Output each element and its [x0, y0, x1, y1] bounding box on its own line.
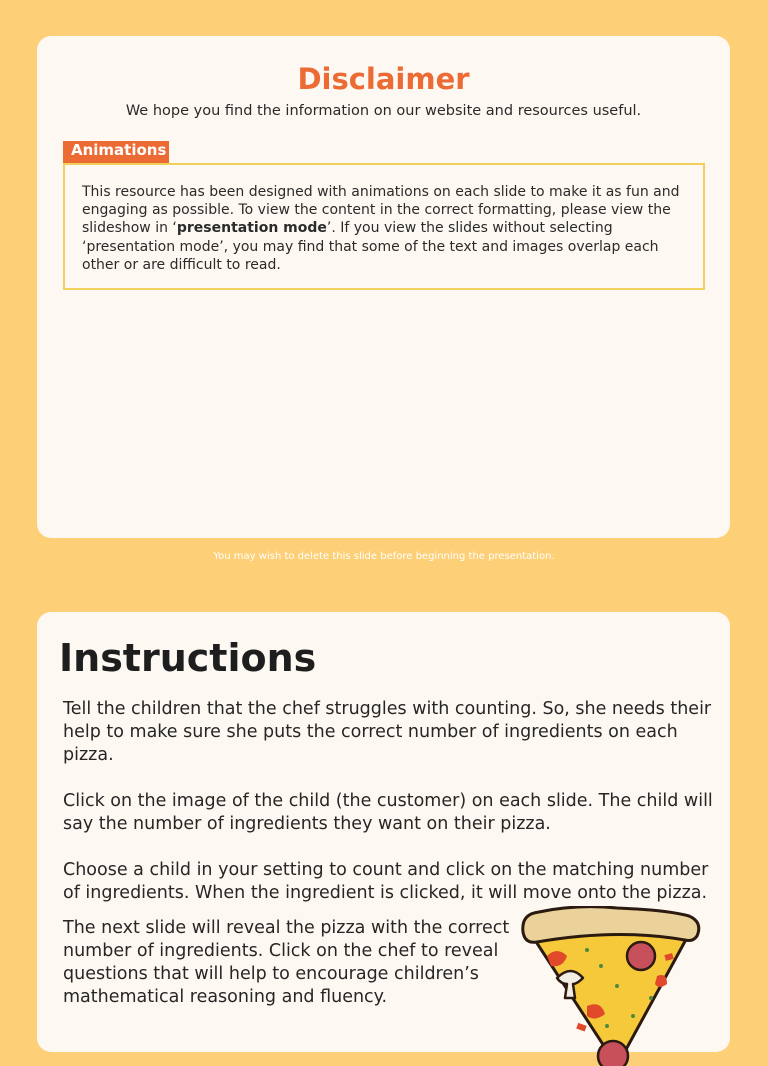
animations-info-box: [63, 163, 705, 290]
disclaimer-title: Disclaimer: [297, 62, 470, 96]
instruction-paragraph-1: Tell the children that the chef struggles with counting. So, she needs their help to make sure she puts the correct number of ingredients on each pizza.: [63, 699, 712, 765]
instructions-card: [37, 612, 730, 1052]
presentation-mode-text: presentation mode: [176, 220, 327, 237]
animations-text-2: ’. If you view the slides without selecting ‘presentation mode’, you may find that some of the text and images overlap each other or are difficult to read.: [82, 220, 659, 273]
pizza-slice-icon: [517, 906, 703, 1066]
instruction-paragraph-2: Click on the image of the child (the customer) on each slide. The child will say the number of ingredients they want on their pizza.: [63, 791, 713, 834]
animations-text-1: This resource has been designed with animations on each slide to make it as fun and engaging as possible. To view the content in the correct formatting, please view the slideshow in ‘: [82, 184, 680, 237]
disclaimer-card: [37, 36, 730, 538]
instructions-title: Instructions: [59, 636, 317, 680]
delete-slide-note: You may wish to delete this slide before beginning the presentation.: [213, 551, 555, 562]
animations-tab-label: Animations: [63, 141, 169, 164]
disclaimer-subtitle: We hope you find the information on our website and resources useful.: [125, 103, 642, 119]
instruction-paragraph-3: Choose a child in your setting to count and click on the matching number of ingredients. When the ingredient is clicked, it will move onto the pizza.: [63, 860, 709, 903]
instruction-paragraph-4: The next slide will reveal the pizza with the correct number of ingredients. Click on the chef to reveal questions that will help to encourage children’s mathematical reasoning and fluency.: [63, 918, 510, 1007]
